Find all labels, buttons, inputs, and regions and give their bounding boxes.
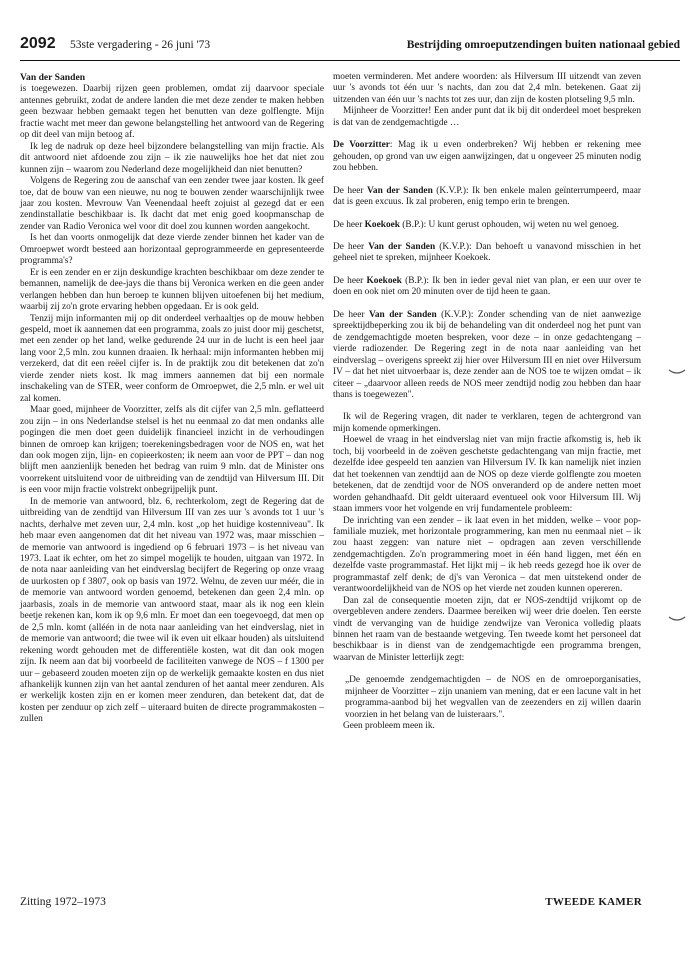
speaker-name: Van der Sanden	[368, 309, 437, 320]
speech-paragraph	[333, 310, 641, 402]
body-paragraph: Volgens de Regering zou de aanschaf van een zender twee jaar kosten. Ik geef toe, dat de bouw van een nieuwe, nu nog te bouwen zender waarschijnlijk twee jaar zou kosten. Mevrouw Van Veenendaal heeft zojuist al gezegd dat er een zendinstallatie beschikbaar is. Ik dacht dat met enig goed koopmanschap de zender van Radio Veronica wel voor dit doel zou kunnen worden aangekocht.	[20, 176, 324, 232]
speaker-prefix: De heer	[333, 241, 369, 252]
body-paragraph: Er is een zender en er zijn deskundige krachten beschikbaar om deze zender te bemannen, namelijk de dee-jays die thans bij Veronica werken en die geen ander verlangen hebben dan hun beroep te kunnen blijven uitoefenen bij het medium, waarbij zij zo'n grote ervaring hebben opgedaan. Er is ook geld.	[20, 267, 324, 313]
speaker-prefix: De heer	[333, 275, 367, 286]
house-label: TWEEDE KAMER	[545, 896, 642, 908]
body-paragraph: Tenzij mijn informanten mij op dit onderdeel verhaaltjes op de mouw hebben gespeld, moet ik aannemen dat een programma, zoals zo juist door mij geschetst, met een zender op het land, welke gedurende 24 uur in de lucht is een heel jaar lang voor 2,5 mln. zou kunnen draaien. Ik herhaal: mijn informanten hebben mij verzekerd, dat dit een reëel cijfer is. In de praktijk zou dit betekenen dat zo'n vierde zender niets kost. Ik mag immers aannemen dat bij een normale inschakeling van de STER, weer conform de Omroepwet, die 2,5 mln. er wel uit zal komen.	[20, 313, 324, 404]
right-column	[333, 72, 641, 733]
speaker-prefix: De heer	[333, 219, 365, 230]
left-column	[20, 72, 324, 726]
body-paragraph: De inrichting van een zender – ik laat even in het midden, welke – voor pop-familiale muziek, met horizontale programmering, kan men nu eenmaal niet – ik zou haast zeggen: van nature niet – opdragen aan zeven verschillende zendgemachtigden. Zo'n programmering moet in één hand liggen, met één en dezelfde vaste programmastaf. Het lijkt mij – ik heb reeds gezegd hoe ik over de programmastaf zelf denk; de dj's van Veronica – dat men uitstekend onder de verantwoordelijkheid van de NOS op het vierde net zouden kunnen opereren.	[333, 515, 641, 595]
page-number: 2092	[20, 35, 56, 52]
speaker-prefix: De heer	[333, 309, 369, 320]
speech-paragraph	[333, 140, 641, 174]
body-paragraph: moeten verminderen. Met andere woorden: als Hilversum III uitzendt van zeven uur 's avonds tot één uur 's nachts, dan zou dat 2,4 mln. betekenen. Gaat zij uitzenden van één uur 's nachts tot zes uur, dan zijn de kosten plotseling 9,5 mln.	[333, 72, 641, 105]
speech-paragraph	[333, 276, 641, 299]
speaker-name: Koekoek	[364, 219, 400, 230]
running-header	[20, 35, 680, 56]
body-paragraph: In de memorie van antwoord, blz. 6, rechterkolom, zegt de Regering dat de uitbreiding van de zendtijd van Hilversum III van zes uur 's avonds tot 1 uur 's nachts, derhalve met zeven uur, 2,4 mln. kost „op het huidige kostenniveau". Ik heb maar even aangenomen dat dit het niveau van 1972 was, maar misschien – de memorie van antwoord is ingediend op 6 februari 1973 – is het niveau van 1973. Laat ik echter, om het zo simpel mogelijk te houden, uitgaan van 1972. In de nota naar aanleiding van het eindverslag becijfert de Regering op onze vraag de uurkosten op f 3807, ook op basis van 1972. Welnu, de zeven uur méér, die in de memorie van antwoord worden genoemd, betekenen dan geen 2,4 mln. op jaarbasis, zoals in de memorie van antwoord staat, maar als ik nog een klein beetje rekenen kan, kom ik op 9,6 mln. Er moet dan een toegevoegd, dat men op de 2,5 mln. komt (alléén in de nota naar aanleiding van het eindverslag, niet in de memorie van antwoord; die twee wil ik even uit elkaar houden) als uitsluitend rekening wordt gehouden met de differentiële kosten, wat dit dan ook mogen zijn. Ik neem aan dat bij voorbeeld de faciliteiten vanwege de NOS – f 1300 per uur – gebaseerd zouden moeten zijn op de werkelijk gemaakte kosten en dus niet afhankelijk kunnen zijn van het aantal zenduren of het aantal meer zenduren. Als er werkelijk kosten zijn en er komen meer zenduren, dan betekent dat, dat de kosten per zenduur op zich zelf – uiteraard buiten de directe programmakosten – zullen	[20, 496, 324, 725]
speaker-prefix: De heer	[333, 185, 368, 196]
speech-text: (K.V.P.): Dan behoeft u vanavond misschien in het geheel niet te spreken, mijnheer Koekoek.	[333, 241, 641, 264]
sitting-label: Zitting 1972–1973	[20, 896, 106, 908]
speech-text: (B.P.): U kunt gerust ophouden, wij weten nu wel genoeg.	[399, 219, 619, 230]
speech-paragraph	[333, 242, 641, 265]
speech-paragraph	[333, 220, 641, 231]
topic-title: Bestrijding omroeputzendingen buiten nationaal gebied	[406, 39, 680, 51]
speaker-name: Van der Sanden	[368, 241, 436, 252]
speaker-name: Koekoek	[366, 275, 402, 286]
speech-text: (B.P.): Ik ben in ieder geval niet van plan, er een uur over te doen en ook niet om 20 minuten over de tijd heen te gaan.	[333, 275, 641, 298]
speech-text: (K.V.P.): Ik ben enkele malen geïnterrumpeerd, maar dat is geen excuus. Ik zal proberen, enig tempo erin te brengen.	[333, 185, 641, 208]
speech-paragraph	[333, 186, 641, 209]
speaker-name: Van der Sanden	[367, 185, 433, 196]
body-paragraph: Ik wil de Regering vragen, dit nader te verklaren, tegen de achtergrond van mijn komende opmerkingen.	[333, 412, 641, 434]
margin-mark	[668, 615, 686, 623]
body-paragraph: Geen probleem meen ik.	[343, 721, 435, 732]
body-paragraph: is toegewezen. Daarbij rijzen geen problemen, omdat zij daarvoor speciale antennes gebruikt, zodat de andere landen die met deze zender te maken hebben geen bezwaar hebben gemaakt tegen het benutten van deze golflengte. Mijn fractie wacht met meer dan gewone belangstelling het antwoord van de Regering op dit deel van mijn betoog af.	[20, 84, 324, 141]
body-paragraph: Is het dan voorts onmogelijk dat deze vierde zender binnen het kader van de Omroepwet wordt besteed aan horizontaal geprogrammeerde en gepresenteerde programma's?	[20, 233, 324, 267]
body-paragraph: Mijnheer de Voorzitter! Een ander punt dat ik bij dit onderdeel moet bespreken is dat van de zendgemachtigde …	[333, 106, 641, 128]
speech-text: : Mag ik u even onderbreken? Wij hebben er rekening mee gehouden, op grond van uw eigen aanwijzingen, dat u ongeveer 25 minuten nodig zou hebben.	[333, 140, 642, 174]
margin-mark	[668, 368, 686, 376]
page-footer	[20, 896, 642, 910]
quotation: „De genoemde zendgemachtigden – de NOS en de omroeporganisaties, mijnheer de Voorzitter – zijn unaniem van mening, dat er een lacune valt in het programma-aanbod bij het wegvallen van de zeezenders en zij willen daarin voorzien in het belang van de luisteraars.".	[345, 675, 641, 720]
speaker-name: De Voorzitter	[333, 140, 390, 151]
speech-text: (K.V.P.): Zonder schending van de niet aanwezige spreektijdbeperking zou ik bij de behandeling van dit onderdeel nog het punt van de zendgemachtigde moeten bespreken, voor deze – in onze gedachtengang – vierde radiozender. De Regering zegt in de nota naar aanleiding van het eindverslag – overigens spreekt zij hier over Hilversum III en niet over Hilversum IV – dat het niet uitvoerbaar is, deze zender aan de NOS toe te wijzen omdat – ik citeer – „daarvoor alleen reeds de NOS meer zendtijd nodig zou hebben dan haar thans is toegewezen".	[333, 309, 642, 400]
session-line: 53ste vergadering - 26 juni '73	[70, 39, 211, 51]
body-paragraph: Dan zal de consequentie moeten zijn, dat er NOS-zendtijd vrijkomt op de overgebleven andere zenders. Daarmee bereiken wij weer drie doelen. Ten eerste vindt de vervanging van de huidige zendwijze van Veronica volledig plaats binnen het raam van de bestaande wetgeving. Ten tweede komt het personeel dat beschikbaar is in dienst van de zendgemachtigde een programma brengen, waarvan de Minister letterlijk zegt:	[333, 595, 641, 663]
header-rule	[20, 60, 680, 61]
speaker-heading: Van der Sanden	[20, 72, 86, 83]
body-paragraph: Hoewel de vraag in het eindverslag niet van mijn fractie afkomstig is, heb ik toch, bij voorbeeld in de zoëven geschetste gedachtengang van mijn fractie, met dezelfde idee gespeeld ten aanzien van Hilversum IV. Ik kan namelijk niet inzien dat het toekennen van zendtijd aan de NOS op deze vierde golflengte zou moeten betekenen, dat de zendtijd voor de NOS onveranderd op de andere netten moet worden gehandhaafd. Dit geldt uiteraard eventueel ook voor Hilversum III. Wij staan immers voor het volgende en vrij fundamentele probleem:	[333, 435, 641, 515]
body-paragraph: Maar goed, mijnheer de Voorzitter, zelfs als dit cijfer van 2,5 mln. geflatteerd zou zijn – in ons Nederlandse stelsel is het nu eenmaal zo dat men ondanks alle pogingen die men doet geen duidelijk financieel inzicht in de verhoudingen binnen de omroep kan krijgen; toerekeningsbedragen voor de NOS en, wat het dan ook mogen zijn, lijn- en copieerkosten; ik neem aan voor de PPT – dan nog blijft men aanzienlijk beneden het bedrag van ruim 9 mln. dat de Minister ons voorrekent uitsluitend voor de uitbreiding van de zendtijd van Hilversum III. Dit is een voor mijn fractie volstrekt onbegrijpelijk punt.	[20, 405, 324, 496]
body-paragraph: Ik leg de nadruk op deze heel bijzondere belangstelling van mijn fractie. Als dit antwoord niet afdoende zou zijn – ik zie nauwelijks hoe het dat niet zou kunnen zijn – waarom zou Nederland deze mogelijkheid dan niet benutten?	[20, 141, 324, 175]
